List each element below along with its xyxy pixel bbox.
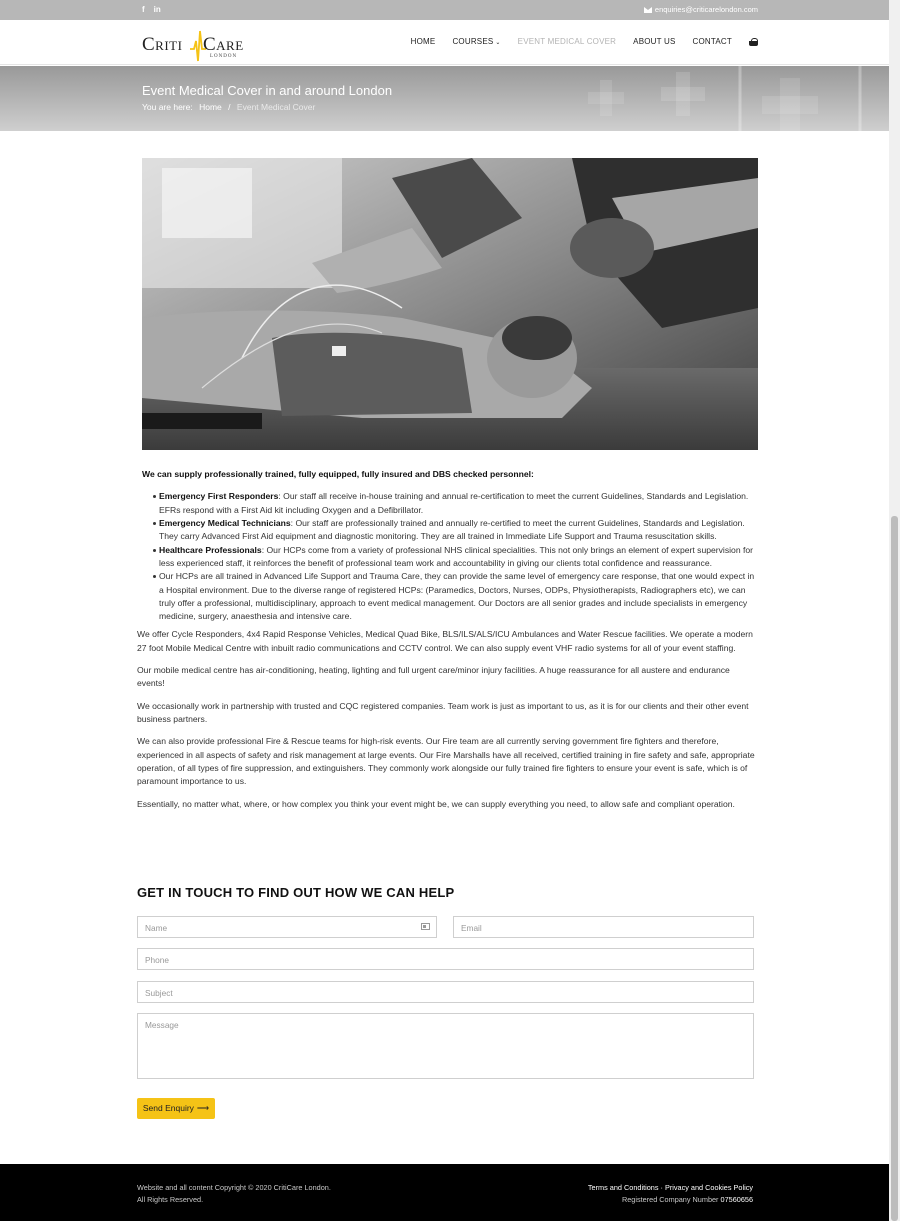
email-placeholder: Email: [461, 923, 482, 933]
page-scrollbar[interactable]: [889, 0, 900, 1221]
send-enquiry-label: Send Enquiry: [142, 1102, 194, 1113]
basket-icon[interactable]: [749, 39, 758, 47]
footer-legal: [588, 1182, 753, 1205]
envelope-icon: [644, 7, 652, 13]
subject-placeholder: Subject: [145, 988, 173, 998]
company-number: 07560656: [720, 1194, 753, 1204]
site-footer: [0, 1164, 900, 1221]
breadcrumb-separator: /: [228, 102, 231, 112]
contact-section-title: GET IN TOUCH TO FIND OUT HOW WE CAN HELP: [137, 885, 455, 900]
nav-home[interactable]: HOME: [410, 37, 436, 47]
rights-line: All Rights Reserved.: [137, 1194, 204, 1204]
phone-field[interactable]: [137, 948, 754, 970]
footer-copyright: [137, 1182, 331, 1205]
list-item-title: Emergency First Responders: [159, 491, 279, 502]
nav-about-us[interactable]: ABOUT US: [633, 37, 676, 47]
logo-word-care: Care: [203, 34, 244, 55]
paragraph-mobile-centre: Our mobile medical centre has air-conditioning, heating, lighting and full urgent care/minor injury facilities. A huge reassurance for all austere and endurance events!: [137, 665, 730, 689]
page-banner: [0, 66, 900, 131]
footer-links: [588, 1182, 753, 1194]
breadcrumb-prefix: You are here:: [142, 102, 193, 112]
top-utility-bar: [0, 0, 900, 20]
intro-lead: We can supply professionally trained, fully equipped, fully insured and DBS checked personnel:: [142, 469, 534, 479]
nav-contact[interactable]: CONTACT: [692, 37, 732, 47]
contact-card-icon: [421, 923, 430, 930]
list-item: [159, 517, 758, 544]
list-item-title: Emergency Medical Technicians: [159, 517, 291, 528]
cpr-photo-illustration: [142, 158, 758, 450]
nav-event-medical-cover[interactable]: EVENT MEDICAL COVER: [517, 37, 617, 47]
chevron-down-icon: ⌄: [495, 40, 501, 47]
terms-link[interactable]: Terms and Conditions: [587, 1183, 659, 1192]
banner-cross-decoration: [580, 66, 900, 131]
send-enquiry-button[interactable]: [137, 1098, 215, 1119]
scrollbar-thumb[interactable]: [891, 516, 898, 1221]
list-item-text: Our HCPs are all trained in Advanced Life Support and Trauma Care, they can provide the same level of emergency care response, that one would expect in a Hospital environment. Due to the diverse range of registered HCPs: (Paramedics, Doctors, Nurses, ODPs, Physiotherapists, Radiographers etc), we can truly offer a professional, multidisciplinary, approach to event medical management. Our Doctors are all senior grades and include specialists in emergency medicine, surgery, anaesthesia and intensive care.: [159, 571, 755, 622]
name-placeholder: Name: [145, 923, 168, 933]
arrow-right-icon: ⟶: [196, 1102, 210, 1113]
company-number-label: Registered Company Number: [621, 1194, 719, 1204]
subject-field[interactable]: [137, 981, 754, 1003]
email-address: enquiries@criticarelondon.com: [654, 5, 758, 14]
email-field[interactable]: [453, 916, 754, 938]
main-nav: [394, 20, 758, 65]
list-item: [159, 544, 758, 571]
paragraph-facilities: We offer Cycle Responders, 4x4 Rapid Response Vehicles, Medical Quad Bike, BLS/ILS/ALS/ICU Ambulances and Water Rescue facilities. We operate a modern 27 foot Mobile Medical Centre with inbuilt radio communications and CCTV control. We can also supply event VHF radio systems for all of your event staffing.: [137, 629, 753, 653]
message-placeholder: Message: [145, 1020, 179, 1030]
list-item: [159, 490, 758, 517]
personnel-list: [137, 490, 758, 623]
copyright-line: Website and all content Copyright © 2020 CritiCare London.: [137, 1183, 331, 1192]
site-header: [0, 20, 900, 65]
site-logo[interactable]: [142, 27, 246, 61]
paragraph-partnership: We occasionally work in partnership with trusted and CQC registered companies. Team work is just as important to us, as it is for our clients and their other event business partners.: [137, 700, 749, 724]
linkedin-icon[interactable]: in: [153, 5, 161, 14]
list-item-text: : Our staff all receive in-house training and annual re-certification to meet the current Guidelines, Standards and Legislation. EFRs respond with a First Aid kit including Oxygen and a Defibrillator.: [159, 491, 749, 515]
paragraph-summary: Essentially, no matter what, where, or how complex you think your event might be, we can supply everything you need, to allow safe and compliant operation.: [137, 798, 735, 809]
logo-word-criti: Criti: [142, 34, 183, 55]
company-number-line: [588, 1194, 753, 1206]
paragraph-fire-rescue: We can also provide professional Fire & Rescue teams for high-risk events. Our Fire team are all currently serving government fire fighters and therefore, experienced in all aspects of safety and risk management at large events. Our Fire Marshalls have all received, certified training in fire safety and safe, appropriate operation, of all types of fire suppression, and extinguishers. They commonly work alongside our fully trained fire fighters to ensure your event is safe, which is of paramount importance to us.: [137, 736, 755, 787]
hero-image-cpr: [142, 158, 758, 450]
page-title: Event Medical Cover in and around London: [142, 83, 393, 98]
list-item: [159, 570, 758, 623]
nav-courses[interactable]: [452, 36, 500, 48]
list-item-text: : Our staff are professionally trained and annually re-certified to meet the current Guidelines, Standards and Legislation. They carry Advanced First Aid equipment and diagnostic monitoring. They are all trained in Immediate Life Support and Trauma resuscitation skills.: [159, 517, 745, 542]
name-field[interactable]: [137, 916, 437, 938]
logo-subtitle: LONDON: [210, 54, 238, 59]
breadcrumb-home[interactable]: Home: [199, 102, 222, 112]
facebook-icon[interactable]: f: [142, 5, 145, 14]
list-item-title: Healthcare Professionals: [159, 544, 262, 555]
list-item-text: : Our HCPs come from a variety of professional NHS clinical specialities. This not only brings an element of expert supervision for less experienced staff, it reinforces the benefit of professional team work and accountability in giving our clients total confidence and reassurance.: [159, 544, 754, 568]
breadcrumb: [142, 101, 315, 114]
main-content: [137, 468, 758, 820]
message-field[interactable]: [137, 1013, 754, 1079]
social-links: [142, 5, 161, 15]
email-link[interactable]: [644, 5, 758, 15]
phone-placeholder: Phone: [145, 955, 169, 965]
links-separator: ·: [660, 1183, 663, 1192]
privacy-link[interactable]: Privacy and Cookies Policy: [664, 1183, 753, 1192]
breadcrumb-current: Event Medical Cover: [236, 102, 316, 112]
nav-courses-label: COURSES: [452, 37, 494, 47]
